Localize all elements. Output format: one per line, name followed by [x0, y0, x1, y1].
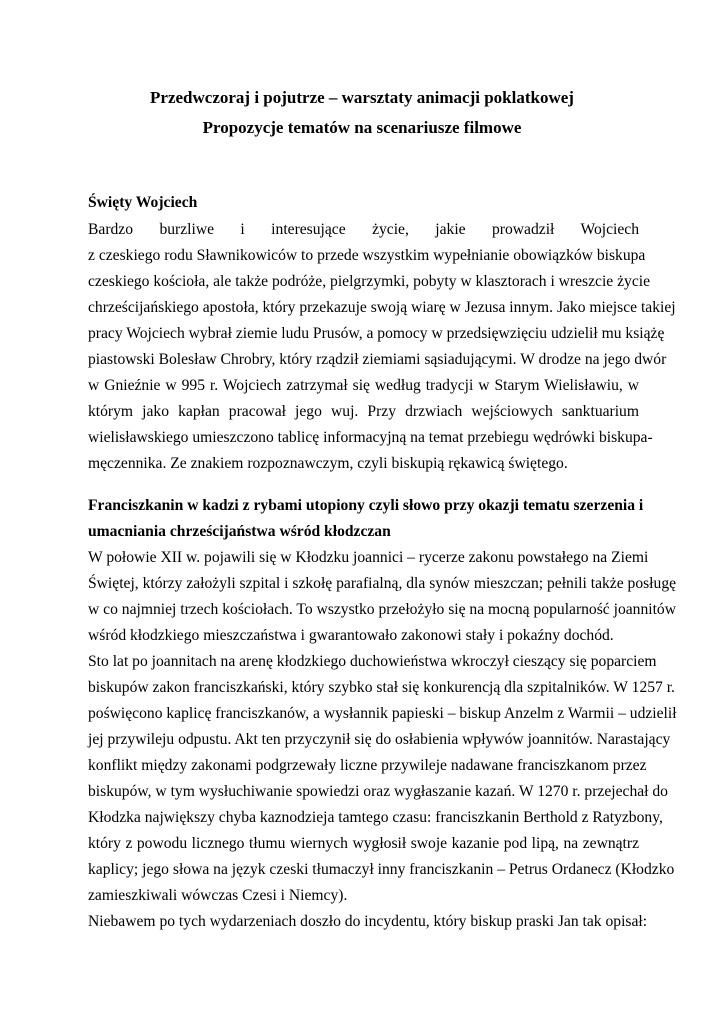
paragraph-line: który z powodu licznego tłumu wiernych wygłosił swoje kazanie pod lipą, na zewnątrz: [88, 835, 639, 852]
paragraph-line: męczennika. Ze znakiem rozpoznawczym, czyli biskupią rękawicą świętego.: [88, 455, 568, 472]
paragraph-line: pracy Wojciech wybrał ziemie ludu Prusów, a pomocy w przedsięwzięciu udzielił mu książę: [88, 325, 665, 342]
paragraph-line: piastowski Bolesław Chrobry, który rządził ziemiami sąsiadującymi. W drodze na jego dwór: [88, 351, 667, 368]
paragraph-line: W połowie XII w. pojawili się w Kłodzku joannici – rycerze zakonu powstałego na Ziemi: [88, 549, 649, 566]
paragraph-line: Sto lat po joannitach na arenę kłodzkiego duchowieństwa wkroczył cieszący się poparciem: [88, 653, 657, 670]
paragraph-line: którym jako kapłan pracował jego wuj. Przy drzwiach wejściowych sanktuarium: [88, 403, 639, 420]
paragraph-line: kaplicy; jego słowa na język czeski tłumaczył inny franciszkanin – Petrus Ordanecz (Kłodzko: [88, 861, 675, 878]
paragraph-line: jej przywileju odpustu. Akt ten przyczynił się do osłabienia wpływów joannitów. Narastający: [88, 731, 671, 748]
paragraph-line: biskupów, w tym wysłuchiwanie spowiedzi oraz wygłaszanie kazań. W 1270 r. przejechał do: [88, 783, 668, 800]
paragraph-line: poświęcono kaplicę franciszkanów, a wysłannik papieski – biskup Anzelm z Warmii – udzielił: [88, 705, 677, 722]
page-subtitle: Propozycje tematów na scenariusze filmowe: [202, 118, 522, 137]
paragraph-line: w co najmniej trzech kościołach. To wszystko przełożyło się na mocną popularność joannitów: [88, 601, 676, 618]
paragraph-line: zamieszkiwali wówczas Czesi i Niemcy).: [88, 887, 348, 904]
paragraph-line: z czeskiego rodu Sławnikowiców to przede wszystkim wypełnianie obowiązków biskupa: [88, 247, 646, 264]
section2-heading-line: Franciszkanin w kadzi z rybami utopiony czyli słowo przy okazji tematu szerzenia i: [88, 497, 644, 514]
section1-heading: Święty Wojciech: [88, 194, 198, 211]
paragraph-line: Świętej, którzy założyli szpital i szkołę parafialną, dla synów mieszczan; pełnili także posługę: [88, 575, 677, 592]
section2-heading-line: umacniania chrześcijaństwa wśród kłodzczan: [88, 523, 391, 540]
paragraph-line: chrześcijańskiego apostoła, który przekazuje swoją wiarę w Jezusa innym. Jako miejsce takiej: [88, 299, 676, 316]
page-title: Przedwczoraj i pojutrze – warsztaty animacji poklatkowej: [150, 88, 574, 107]
paragraph-line: wśród kłodzkiego mieszczaństwa i gwarantowało zakonowi stały i pokaźny dochód.: [88, 627, 614, 644]
paragraph-line: Niebawem po tych wydarzeniach doszło do incydentu, który biskup praski Jan tak opisał:: [88, 913, 648, 930]
paragraph-line: w Gnieźnie w 995 r. Wojciech zatrzymał się według tradycji w Starym Wielisławiu, w: [88, 377, 639, 394]
paragraph-line: Bardzo burzliwe i interesujące życie, jakie prowadził Wojciech: [88, 221, 639, 238]
paragraph-line: wielisławskiego umieszczono tablicę informacyjną na temat przebiegu wędrówki biskupa-: [88, 429, 653, 446]
paragraph-line: czeskiego kościoła, ale także podróże, pielgrzymki, pobyty w klasztorach i wreszcie życie: [88, 273, 651, 290]
paragraph-line: Kłodzka największy chyba kaznodzieja tamtego czasu: franciszkanin Berthold z Ratyzbony,: [88, 809, 663, 826]
paragraph-line: biskupów zakon franciszkański, który szybko stał się konkurencją dla szpitalników. W 1257 r.: [88, 679, 675, 696]
paragraph-line: konflikt między zakonami podgrzewały liczne przywileje nadawane franciszkanom przez: [88, 757, 647, 774]
